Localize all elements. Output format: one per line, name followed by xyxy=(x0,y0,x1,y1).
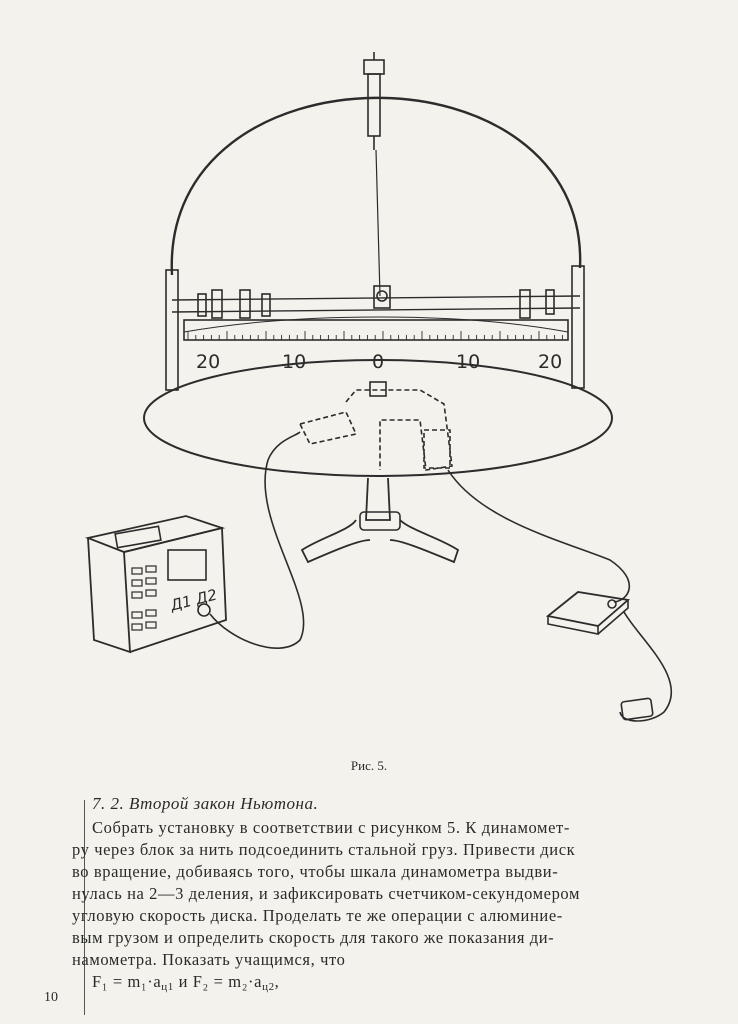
left-post xyxy=(166,270,178,390)
sensor-box xyxy=(548,592,628,626)
paragraph-line: нулась на 2—3 деления, и зафиксировать счетчиком-секундомером xyxy=(72,884,581,903)
right-post xyxy=(572,266,584,388)
formula-f1: F₁ = m₁·a xyxy=(92,972,162,991)
formula-end: , xyxy=(274,972,280,991)
paragraph-line: Собрать установку в соответствии с рисунком 5. К динамомет- xyxy=(92,818,570,837)
figure-caption: Рис. 5. xyxy=(350,758,388,773)
dynamometer-top xyxy=(364,60,384,74)
scale-bar xyxy=(184,320,568,340)
scale-label: 20 xyxy=(196,351,221,373)
paragraph-line: угловую скорость диска. Проделать те же операции с алюминие- xyxy=(72,906,563,925)
scale-label: 10 xyxy=(456,351,481,373)
cable-left xyxy=(210,432,304,648)
paragraph-line: во вращение, добиваясь того, чтобы шкала динамометра выдви- xyxy=(72,862,559,881)
scale-label: 10 xyxy=(282,351,307,373)
formula xyxy=(92,972,279,993)
paragraph-line: ру через блок за нить подсоединить стальной груз. Привести диск xyxy=(72,840,576,859)
page-number: 10 xyxy=(44,990,58,1005)
dome-arc xyxy=(172,98,580,275)
rotating-disk xyxy=(144,360,612,476)
formula-and: и xyxy=(173,972,193,991)
paragraph-line: намометра. Показать учащимся, что xyxy=(72,950,346,969)
plug xyxy=(621,698,653,720)
string xyxy=(376,150,380,296)
formula-f2: F₂ = m₂·a xyxy=(192,972,263,991)
section-heading: 7. 2. Второй закон Ньютона. xyxy=(92,794,319,813)
cable-right xyxy=(448,470,629,602)
box-label: Д1 Д2 xyxy=(168,585,219,615)
paragraph-line: вым грузом и определить скорость для такого же показания ди- xyxy=(72,928,555,947)
formula-f1-sub: ц1 xyxy=(161,981,174,993)
scale-label: 0 xyxy=(372,351,385,373)
formula-f2-sub: ц2 xyxy=(262,981,275,993)
dynamometer-tube xyxy=(368,74,380,136)
scale-label: 20 xyxy=(538,351,563,373)
